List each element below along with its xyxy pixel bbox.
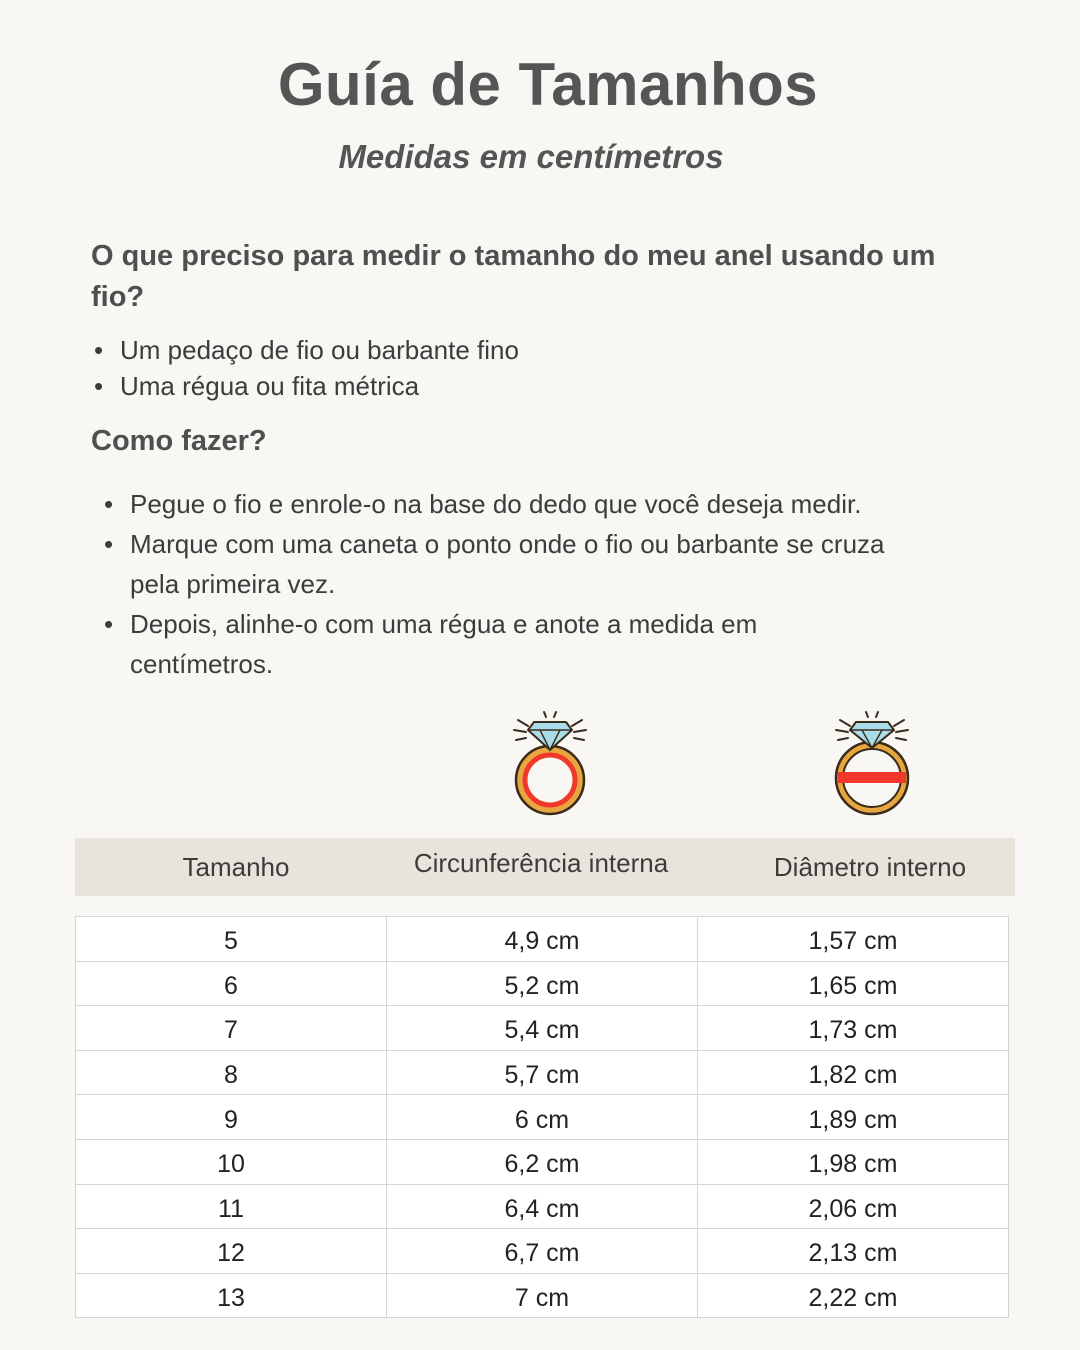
steps-list	[102, 484, 902, 684]
header-diameter: Diâmetro interno	[773, 851, 967, 882]
table-row	[76, 1095, 1009, 1140]
cell-circumference: 6,4 cm	[387, 1184, 698, 1229]
cell-diameter: 1,82 cm	[698, 1050, 1009, 1095]
cell-diameter: 1,65 cm	[698, 961, 1009, 1006]
table-row	[76, 961, 1009, 1006]
cell-size: 10	[76, 1139, 387, 1184]
list-item: • Uma régua ou fita métrica	[92, 368, 519, 404]
cell-diameter: 1,57 cm	[698, 917, 1009, 962]
cell-circumference: 6 cm	[387, 1095, 698, 1140]
header-size: Tamanho	[182, 851, 290, 882]
table-row	[76, 917, 1009, 962]
page-title: Guía de Tamanhos	[277, 51, 819, 118]
cell-circumference: 5,2 cm	[387, 961, 698, 1006]
list-item: • Marque com uma caneta o ponto onde o fio ou barbante se cruza pela primeira vez.	[102, 524, 902, 604]
cell-size: 12	[76, 1229, 387, 1274]
cell-diameter: 1,98 cm	[698, 1139, 1009, 1184]
cell-circumference: 5,4 cm	[387, 1006, 698, 1051]
list-item: • Depois, alinhe-o com uma régua e anote a medida em centímetros.	[102, 604, 902, 684]
header-circumference: Circunferência interna	[413, 847, 669, 878]
table-row	[76, 1050, 1009, 1095]
how-heading: Como fazer?	[91, 425, 267, 457]
cell-diameter: 1,73 cm	[698, 1006, 1009, 1051]
cell-size: 5	[76, 917, 387, 962]
cell-diameter: 2,06 cm	[698, 1184, 1009, 1229]
cell-circumference: 6,2 cm	[387, 1139, 698, 1184]
what-heading: O que preciso para medir o tamanho do meu anel usando um fio?	[91, 240, 936, 313]
cell-circumference: 4,9 cm	[387, 917, 698, 962]
materials-list	[92, 332, 519, 404]
cell-size: 9	[76, 1095, 387, 1140]
cell-size: 8	[76, 1050, 387, 1095]
cell-size: 7	[76, 1006, 387, 1051]
table-header	[75, 838, 1015, 896]
table-row	[76, 1229, 1009, 1274]
table-row	[76, 1006, 1009, 1051]
list-item: • Pegue o fio e enrole-o na base do dedo que você deseja medir.	[102, 484, 902, 524]
cell-size: 13	[76, 1273, 387, 1318]
cell-circumference: 5,7 cm	[387, 1050, 698, 1095]
page-subtitle: Medidas em centímetros	[338, 138, 724, 175]
cell-diameter: 2,22 cm	[698, 1273, 1009, 1318]
ring-diameter-icon	[826, 708, 918, 820]
table-row	[76, 1184, 1009, 1229]
cell-circumference: 6,7 cm	[387, 1229, 698, 1274]
list-item: • Um pedaço de fio ou barbante fino	[92, 332, 519, 368]
size-table	[75, 916, 1009, 1318]
table-row	[76, 1273, 1009, 1318]
ring-circumference-icon	[504, 708, 596, 820]
cell-size: 11	[76, 1184, 387, 1229]
table-row	[76, 1139, 1009, 1184]
cell-diameter: 2,13 cm	[698, 1229, 1009, 1274]
cell-diameter: 1,89 cm	[698, 1095, 1009, 1140]
cell-circumference: 7 cm	[387, 1273, 698, 1318]
cell-size: 6	[76, 961, 387, 1006]
